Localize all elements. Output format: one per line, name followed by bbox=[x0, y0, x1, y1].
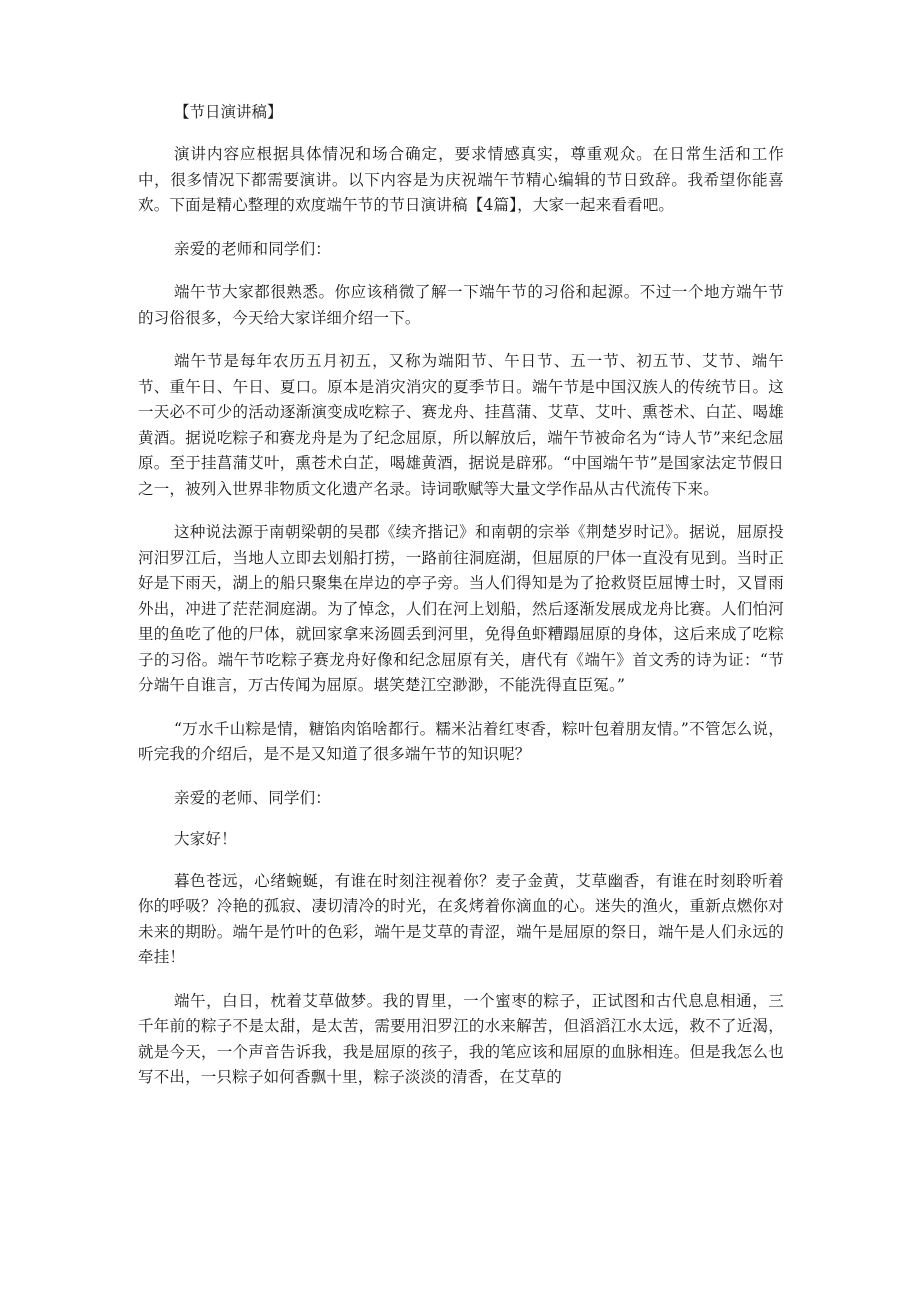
document-page bbox=[138, 100, 784, 1109]
body-paragraph: 暮色苍远，心绪蜿蜒，有谁在时刻注视着你？麦子金黄，艾草幽香，有谁在时刻聆听着你的呼吸？冷艳的孤寂、凄切清冷的时光，在炙烤着你滴血的心。迷失的渔火，重新点燃你对未来的期盼。端午是竹叶的色彩，端午是艾草的青涩，端午是屈原的祭日，端午是人们永远的牵挂！ bbox=[138, 871, 784, 966]
body-paragraph: 这种说法源于南朝梁朝的吴郡《续齐揩记》和南朝的宗举《荆楚岁时记》。据说，屈原投河汨罗江后，当地人立即去划船打捞，一路前往洞庭湖，但屈原的尸体一直没有见到。当时正好是下雨天，湖上的船只聚集在岸边的亭子旁。当人们得知是为了抢救贤臣屈博士时，又冒雨外出，冲进了茫茫洞庭湖。为了悼念，人们在河上划船，然后逐渐发展成龙舟比赛。人们怕河里的鱼吃了他的尸体，就回家拿来汤圆丢到河里，免得鱼虾糟蹋屈原的身体，这后来成了吃粽子的习俗。端午节吃粽子赛龙舟好像和纪念屈原有关，唐代有《端午》首文秀的诗为证：“节分端午自谁言，万古传闻为屈原。堪笑楚江空渺渺，不能洗得直臣冤。” bbox=[138, 523, 784, 694]
document-title: 【节日演讲稿】 bbox=[174, 103, 283, 121]
salutation-paragraph: 亲爱的老师和同学们： bbox=[174, 239, 332, 258]
intro-paragraph: 演讲内容应根据具体情况和场合确定，要求情感真实，尊重观众。在日常生活和工作中，很多情况下都需要演讲。以下内容是为庆祝端午节精心编辑的节日致辞。我希望你能喜欢。下面是精心整理的欢度端午节的节日演讲稿【4篇】，大家一起来看看吧。 bbox=[138, 145, 784, 214]
body-paragraph: 端午节是每年农历五月初五，又称为端阳节、午日节、五一节、初五节、艾节、端午节、重午日、午日、夏口。原本是消灾消灾的夏季节日。端午节是中国汉族人的传统节日。这一天必不可少的活动逐渐演变成吃粽子、赛龙舟、挂菖蒲、艾草、艾叶、熏苍术、白芷、喝雄黄酒。据说吃粽子和赛龙舟是为了纪念屈原，所以解放后，端午节被命名为“诗人节”来纪念屈原。至于挂菖蒲艾叶，熏苍术白芷，喝雄黄酒，据说是辟邪。“中国端午节”是国家法定节假日之一，被列入世界非物质文化遗产名录。诗词歌赋等大量文学作品从古代流传下来。 bbox=[138, 352, 784, 498]
salutation-paragraph: 亲爱的老师、同学们： bbox=[174, 788, 332, 807]
greeting-paragraph: 大家好！ bbox=[174, 830, 237, 848]
body-paragraph: 端午，白日，枕着艾草做梦。我的胃里，一个蜜枣的粽子，正试图和古代息息相通，三千年前的粽子不是太甜，是太苦，需要用汨罗江的水来解苦，但滔滔江水太远，救不了近渴，就是今天，一个声音告诉我，我是屈原的孩子，我的笔应该和屈原的血脉相连。但是我怎么也写不出，一只粽子如何香飘十里，粽子淡淡的清香，在艾草的 bbox=[138, 991, 784, 1086]
body-paragraph: “万水千山粽是情，糖馅肉馅啥都行。糯米沾着红枣香，粽叶包着朋友情。”不管怎么说，听完我的介绍后，是不是又知道了很多端午节的知识呢？ bbox=[138, 719, 784, 763]
body-paragraph: 端午节大家都很熟悉。你应该稍微了解一下端午节的习俗和起源。不过一个地方端午节的习俗很多，今天给大家详细介绍一下。 bbox=[138, 283, 784, 327]
